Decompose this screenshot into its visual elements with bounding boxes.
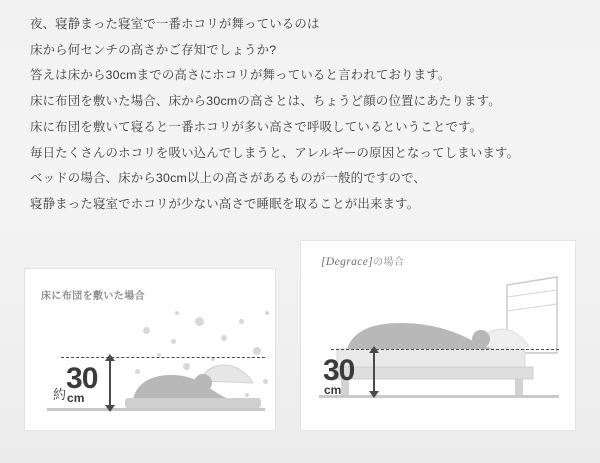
measure-arrow-down — [369, 391, 379, 398]
measure-prefix: 約 — [53, 387, 67, 402]
measure-unit: cm — [324, 383, 342, 397]
measure-label-futon — [53, 362, 98, 405]
panel-futon-on-floor — [24, 268, 276, 431]
measure-value: 30 — [323, 354, 355, 387]
measure-label-bed — [323, 354, 355, 397]
copy-line: 寝静まった寝室でホコリが少ない高さで睡眠を取ることが出来ます。 — [30, 197, 420, 212]
measure-value: 30 — [66, 362, 98, 395]
height-dash-line — [61, 357, 265, 358]
measure-arrow-up — [105, 354, 115, 361]
degrace-brand: [Degrace] — [321, 256, 374, 268]
bed-illustration — [301, 241, 577, 432]
measure-arrow-down — [105, 405, 115, 412]
panel-futon-title: 床に布団を敷いた場合 — [41, 291, 145, 302]
copy-line: 床に布団を敷いた場合、床から30cmの高さとは、ちょうど顔の位置にあたります。 — [30, 94, 501, 109]
measure-arrow-line — [109, 361, 111, 405]
intro-copy — [0, 0, 600, 222]
copy-line: 答えは床から30cmまでの高さにホコリが舞っていると言われております。 — [30, 68, 451, 83]
measure-unit: cm — [67, 391, 85, 405]
height-dash-line — [331, 349, 559, 350]
copy-line: 床に布団を敷いて寝ると一番ホコリが多い高さで呼吸しているということです。 — [30, 119, 483, 134]
measure-arrow-up — [369, 346, 379, 353]
copy-line: 床から何センチの高さかご存知でしょうか? — [30, 42, 277, 57]
degrace-suffix: の場合 — [373, 257, 405, 268]
copy-line: 毎日たくさんのホコリを吸い込んでしまうと、アレルギーの原因となってしまいます。 — [30, 145, 520, 160]
copy-line: 夜、寝静まった寝室で一番ホコリが舞っているのは — [30, 17, 320, 31]
futon-illustration — [25, 269, 277, 432]
copy-line: ベッドの場合、床から30cm以上の高さがあるものが一般的ですので、 — [30, 171, 426, 186]
panel-degrace-bed — [300, 240, 576, 431]
measure-arrow-line — [373, 353, 375, 391]
